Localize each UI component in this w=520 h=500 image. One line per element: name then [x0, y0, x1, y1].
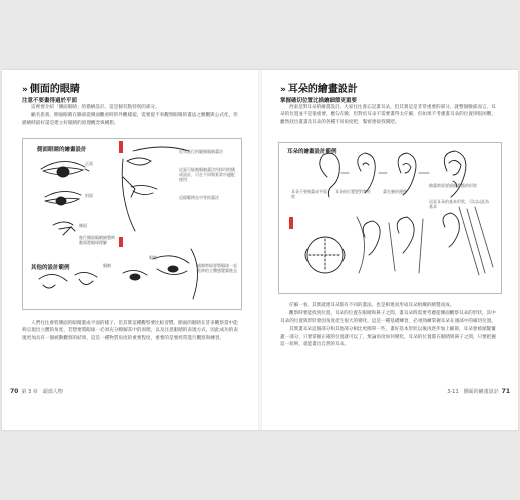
right-folio	[447, 388, 510, 395]
ear-note-2: 耳朵的位置要對準於	[335, 189, 371, 194]
left-bottom-paragraph: 人們往往會將側面的眼睛畫成平面的樣子，但其實這種觀察要比較習慣。側面的眼睛在許多觀察當中能夠呈現出立體的角度，若想要將眼球一必須充分瞭解其中的原理，以及注意眼睛的表現方式，因此成功的表現更加具有一個被動觀察的結果，這是一種物質角度的重要程度，重要的是要經常進行觀察與練習。	[22, 321, 238, 341]
callout-3: 這個範例在中等的畫法	[179, 195, 219, 200]
ear-figure-title: 耳朵的繪畫設計範例	[287, 149, 337, 155]
right-heading	[280, 80, 358, 95]
right-body	[280, 104, 498, 127]
right-lower-text	[280, 302, 498, 349]
label-front: 正面	[85, 161, 93, 166]
right-subheading: 掌握確切位置比描繪細節更重要	[280, 98, 358, 104]
label-eye-2: 眼睛	[149, 255, 157, 260]
left-body-paragraph: 顧名思義，側面眼睛在臉部從側面觀看時的外觀樣貌，需要從不來觀察眼睛的畫法之概觀與公式化，但描繪時最好還是建立好眼睛的原理概念與構想。	[22, 113, 238, 126]
heading-mark-icon: »	[280, 85, 286, 95]
front-eye-sketch	[41, 161, 89, 177]
left-intro-paragraph: 這裡要介紹「側面眼睛」的描繪設計。這是個有點特別的部分。	[31, 105, 160, 110]
right-heading-text: 耳朵的繪畫設計	[287, 84, 358, 95]
heading-mark-icon: »	[22, 85, 28, 95]
right-running-head: 3-11 側面的繪畫設計	[447, 389, 499, 395]
ear-hair-sketches	[357, 207, 493, 275]
left-folio	[10, 388, 63, 395]
left-running-head: 第 3 章 頭部人物	[21, 389, 63, 395]
right-body-paragraph: 西東是對耳朵的繪畫設計。大家往往會忘記畫耳朵，但其實這是非常重要的部分。就整個臉部而言，耳朵的位置並不是很重要，應勾在臉，但對於耳朵不需要畫得太仔細，但如果不考慮畫耳朵的位置則很困難，雖然找出畫畫及耳朵的各種不同角度吧，緊密連接找開吧。	[280, 105, 496, 125]
label-bottom-note: 描繪時候要將眼球一直延伸的立體感覺畫進去	[197, 263, 237, 274]
ear-note-4: 繪畫時需要描繪骨骼的形狀	[429, 183, 477, 188]
right-paragraph-1: 仔細一看，其實就連耳朵都有不同的畫法，也是相連而形成耳朵組織的繪製而成。	[289, 303, 455, 308]
head-diagram-sketch	[305, 237, 345, 273]
left-heading	[22, 80, 80, 95]
label-oblique: 斜面	[85, 193, 93, 198]
right-page-number: 71	[501, 388, 510, 395]
ear-note-5: 這是耳朵的基本形狀，可以以此為基本	[429, 199, 489, 210]
eye-figure	[22, 138, 242, 310]
eye-figure-subtitle: 其他的設計範例	[31, 265, 70, 271]
left-subheading: 注意不要畫得過於平面	[22, 98, 78, 104]
left-page	[2, 70, 260, 430]
callout-1: 近年流行的睫圓眼睛畫法	[179, 149, 223, 154]
oblique-eye-sketch	[45, 191, 81, 205]
label-side-note: 進行側面眼睛繪製時應需將眼球理解	[79, 235, 115, 246]
right-page	[260, 70, 518, 430]
ear-note-1: 耳朵不要被畫成平面狀	[291, 189, 327, 200]
ear-sketch	[279, 143, 501, 293]
left-page-number: 70	[10, 388, 19, 395]
left-bottom-text	[22, 320, 238, 343]
left-body	[22, 104, 238, 128]
callout-2: 這是可能被眼睛畫法所採用的構成設計，可在不同場景當中適配使用	[179, 167, 235, 183]
label-eye-1: 眼睛	[103, 263, 111, 268]
label-side: 側面	[79, 223, 87, 228]
book-spread	[2, 70, 518, 430]
left-heading-text: 側面的眼睛	[29, 84, 80, 95]
right-paragraph-2: 觀察時要能找到位置，耳朵的位置在眼睛和鼻子之間，畫耳朵時需要考慮從側面觀察耳朵的形狀，其中耳朵的位置與形狀會因角度產生很大的變化，這是一種基礎練習，必須熟練掌握耳朵在頭部中的確切位置。	[280, 311, 496, 324]
face-sketch	[122, 147, 189, 231]
example-eyes-sketch	[39, 249, 198, 299]
ear-figure	[278, 142, 502, 294]
ear-note-3: 畫在臉的邊緣	[383, 189, 407, 194]
eye-sketch	[23, 139, 241, 309]
eye-figure-title: 側面眼睛的繪畫設計	[37, 147, 87, 153]
right-paragraph-3: 其實畫耳朵這個部分和其他部分相比更簡單一些，畫好基本形狀以後再逐步加上細節，耳朵會被頭髮覆蓋一部分，只要掌握正確的位置就可以了，無論角度如何變化，耳朵的位置都在眼睛與鼻子之間，只要把握這一原則，就能畫出自然的耳朵。	[280, 327, 496, 348]
side-eye-sketch	[53, 222, 75, 235]
